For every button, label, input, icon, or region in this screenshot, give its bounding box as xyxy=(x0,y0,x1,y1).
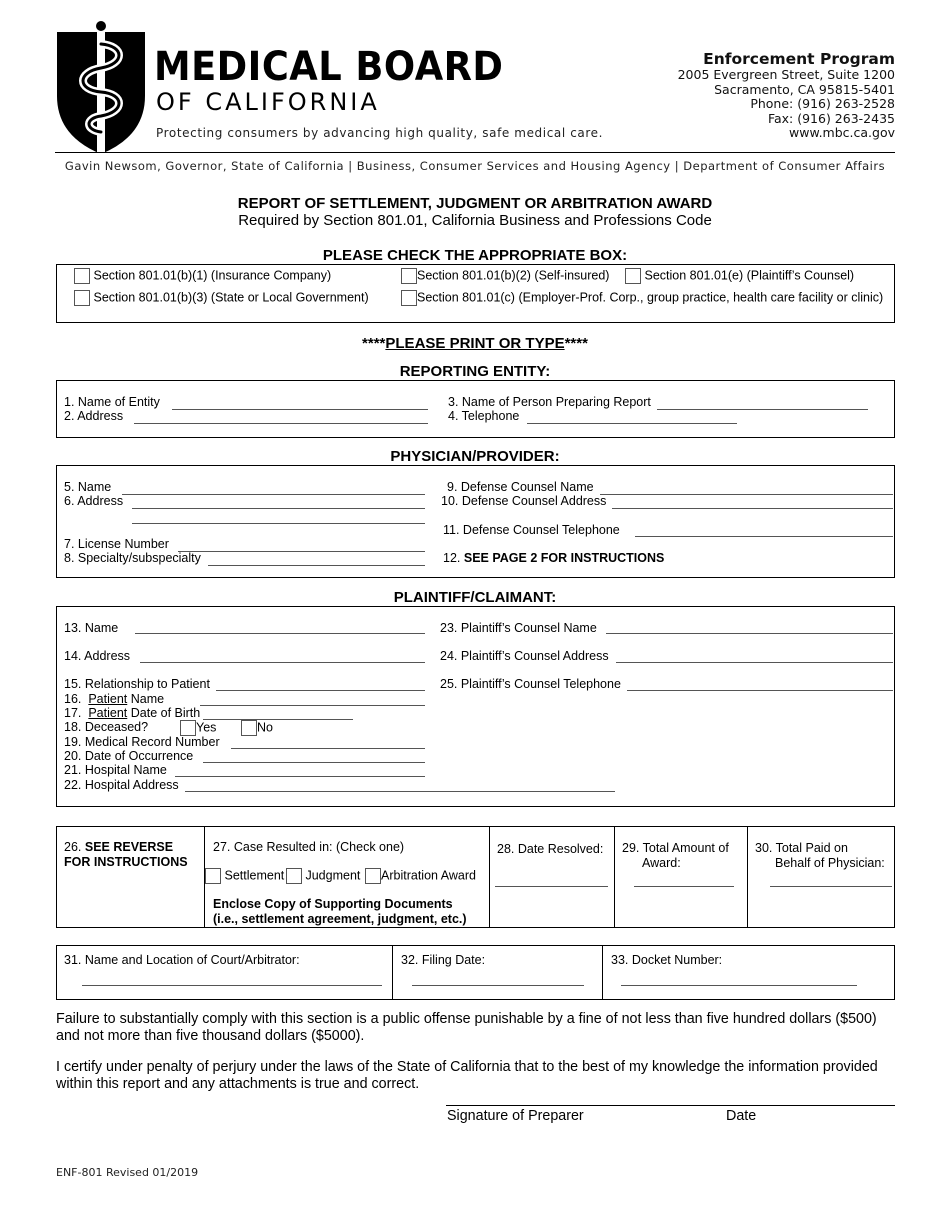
label-patient-name: 16. Patient Name xyxy=(64,692,165,706)
telephone-line[interactable] xyxy=(527,423,737,424)
preparer-name-line[interactable] xyxy=(657,409,868,410)
physician-heading: PHYSICIAN/PROVIDER: xyxy=(390,448,560,465)
label-total-paid: 30. Total Paid on Behalf of Physician: xyxy=(755,841,885,870)
divider xyxy=(747,826,748,928)
total-paid-line[interactable] xyxy=(770,886,892,887)
court-line[interactable] xyxy=(82,985,382,986)
label-defense-address: 10. Defense Counsel Address xyxy=(441,494,607,508)
label-physician-address: 6. Address xyxy=(64,494,124,508)
specialty-line[interactable] xyxy=(208,565,425,566)
caduceus-shield-icon xyxy=(55,18,147,158)
plaintiff-counsel-address-line[interactable] xyxy=(616,662,893,663)
physician-address-line[interactable] xyxy=(132,508,425,509)
deceased-no[interactable]: No xyxy=(241,720,273,736)
label-signature: Signature of Preparer xyxy=(447,1108,584,1124)
hospital-address-line[interactable] xyxy=(185,791,615,792)
gov-line: Gavin Newsom, Governor, State of California | Business, Consumer Services and Housing Agency | Department of Consumer Affairs xyxy=(64,159,886,173)
checkbox[interactable] xyxy=(401,268,417,284)
occurrence-date-line[interactable] xyxy=(203,762,425,763)
print-notice: ****PLEASE PRINT OR TYPE**** xyxy=(362,335,588,352)
plaintiff-address-line[interactable] xyxy=(140,662,425,663)
medical-record-line[interactable] xyxy=(231,748,425,749)
medical-board-logo xyxy=(55,18,147,158)
relationship-line[interactable] xyxy=(216,690,425,691)
checkbox[interactable] xyxy=(365,868,381,884)
license-line[interactable] xyxy=(178,551,425,552)
label-plaintiff-counsel-address: 24. Plaintiff’s Counsel Address xyxy=(440,649,609,663)
label-plaintiff-address: 14. Address xyxy=(64,649,131,663)
label-occurrence-date: 20. Date of Occurrence xyxy=(64,749,194,763)
label-deceased: 18. Deceased? xyxy=(64,720,149,734)
defense-telephone-line[interactable] xyxy=(635,536,893,537)
divider xyxy=(489,826,490,928)
plaintiff-counsel-telephone-line[interactable] xyxy=(627,690,893,691)
plaintiff-heading: PLAINTIFF/CLAIMANT: xyxy=(393,589,557,606)
checkbox[interactable] xyxy=(205,868,221,884)
header-divider xyxy=(55,152,895,153)
checkbox[interactable] xyxy=(286,868,302,884)
label-plaintiff-name: 13. Name xyxy=(64,621,119,635)
option-government[interactable]: Section 801.01(b)(3) (State or Local Government) xyxy=(74,290,369,306)
label-entity-name: 1. Name of Entity xyxy=(64,395,160,409)
address-line-2: Sacramento, CA 95815-5401 xyxy=(714,81,895,97)
label-defense-telephone: 11. Defense Counsel Telephone xyxy=(443,523,620,537)
page2-instructions: 12. SEE PAGE 2 FOR INSTRUCTIONS xyxy=(443,551,665,565)
option-self-insured[interactable]: Section 801.01(b)(2) (Self-insured) xyxy=(401,268,609,284)
label-date: Date xyxy=(726,1108,757,1124)
program-name: Enforcement Program xyxy=(703,50,895,68)
label-filing-date: 32. Filing Date: xyxy=(401,953,486,967)
result-judgment[interactable]: Judgment xyxy=(286,868,360,884)
label-entity-address: 2. Address xyxy=(64,409,124,423)
org-tagline: Protecting consumers by advancing high quality, safe medical care. xyxy=(156,126,604,140)
option-insurance[interactable]: Section 801.01(b)(1) (Insurance Company) xyxy=(74,268,331,284)
entity-address-line[interactable] xyxy=(134,423,428,424)
org-title: MEDICAL BOARD xyxy=(154,44,504,90)
report-title: REPORT OF SETTLEMENT, JUDGMENT OR ARBITRATION AWARD xyxy=(237,195,713,212)
enclose-documents: Enclose Copy of Supporting Documents (i.e., settlement agreement, judgment, etc.) xyxy=(213,897,467,926)
defense-address-line[interactable] xyxy=(612,508,893,509)
result-settlement[interactable]: Settlement xyxy=(205,868,284,884)
total-award-line[interactable] xyxy=(634,886,734,887)
option-employer[interactable]: Section 801.01(c) (Employer-Prof. Corp., group practice, health care facility or clinic) xyxy=(401,290,883,306)
docket-line[interactable] xyxy=(621,985,857,986)
website: www.mbc.ca.gov xyxy=(789,125,895,140)
defense-name-line[interactable] xyxy=(600,494,893,495)
label-plaintiff-counsel-name: 23. Plaintiff’s Counsel Name xyxy=(440,621,597,635)
divider xyxy=(614,826,615,928)
checkbox[interactable] xyxy=(241,720,257,736)
label-plaintiff-counsel-telephone: 25. Plaintiff’s Counsel Telephone xyxy=(440,677,621,691)
checkbox[interactable] xyxy=(180,720,196,736)
reporting-heading: REPORTING ENTITY: xyxy=(399,363,551,380)
divider xyxy=(602,945,603,1000)
physician-name-line[interactable] xyxy=(122,494,425,495)
label-medical-record: 19. Medical Record Number xyxy=(64,735,220,749)
patient-name-line[interactable] xyxy=(200,705,425,706)
signature-line[interactable] xyxy=(446,1105,895,1106)
divider xyxy=(392,945,393,1000)
label-license: 7. License Number xyxy=(64,537,169,551)
date-resolved-line[interactable] xyxy=(495,886,608,887)
certification-statement: I certify under penalty of perjury under the laws of the State of California that to the best of my knowledge the information provided within this report and any attachments is true and correct. xyxy=(56,1059,878,1092)
checkbox[interactable] xyxy=(625,268,641,284)
address-line-1: 2005 Evergreen Street, Suite 1200 xyxy=(677,67,895,82)
label-total-award: 29. Total Amount of Award: xyxy=(622,841,729,870)
label-specialty: 8. Specialty/subspecialty xyxy=(64,551,201,565)
penalty-notice: Failure to substantially comply with this section is a public offense punishable by a fine of not less than five hundred dollars ($500) and not more than five thousand dollars ($5000). xyxy=(56,1011,877,1044)
label-preparer-name: 3. Name of Person Preparing Report xyxy=(448,395,651,409)
filing-date-line[interactable] xyxy=(412,985,584,986)
plaintiff-counsel-name-line[interactable] xyxy=(606,633,893,634)
label-telephone: 4. Telephone xyxy=(448,409,520,423)
option-plaintiff-counsel[interactable]: Section 801.01(e) (Plaintiff’s Counsel) xyxy=(625,268,854,284)
label-docket: 33. Docket Number: xyxy=(611,953,723,967)
check-heading: PLEASE CHECK THE APPROPRIATE BOX: xyxy=(322,247,628,264)
physician-address-line-2[interactable] xyxy=(132,523,425,524)
org-subtitle: OF CALIFORNIA xyxy=(156,88,380,116)
entity-name-line[interactable] xyxy=(172,409,428,410)
label-case-result: 27. Case Resulted in: (Check one) xyxy=(213,840,405,854)
see-reverse: 26. SEE REVERSE FOR INSTRUCTIONS xyxy=(64,840,188,869)
phone: Phone: (916) 263-2528 xyxy=(750,96,895,111)
checkbox[interactable] xyxy=(74,290,90,306)
form-id: ENF-801 Revised 01/2019 xyxy=(56,1166,199,1179)
label-court: 31. Name and Location of Court/Arbitrator: xyxy=(64,953,300,967)
label-date-resolved: 28. Date Resolved: xyxy=(497,842,604,856)
label-hospital-address: 22. Hospital Address xyxy=(64,778,179,792)
checkbox[interactable] xyxy=(74,268,90,284)
fax: Fax: (916) 263-2435 xyxy=(767,110,895,126)
label-physician-name: 5. Name xyxy=(64,480,112,494)
label-defense-name: 9. Defense Counsel Name xyxy=(447,480,594,494)
deceased-yes[interactable]: Yes xyxy=(180,720,216,736)
report-subtitle: Required by Section 801.01, California Business and Professions Code xyxy=(238,212,712,229)
result-arbitration[interactable]: Arbitration Award xyxy=(365,868,476,884)
contact-block xyxy=(678,50,895,141)
patient-dob-line[interactable] xyxy=(203,719,353,720)
label-hospital-name: 21. Hospital Name xyxy=(64,763,167,777)
label-relationship: 15. Relationship to Patient xyxy=(64,677,210,691)
label-patient-dob: 17. Patient Date of Birth xyxy=(64,706,201,720)
hospital-name-line[interactable] xyxy=(175,776,425,777)
checkbox[interactable] xyxy=(401,290,417,306)
plaintiff-name-line[interactable] xyxy=(135,633,425,634)
